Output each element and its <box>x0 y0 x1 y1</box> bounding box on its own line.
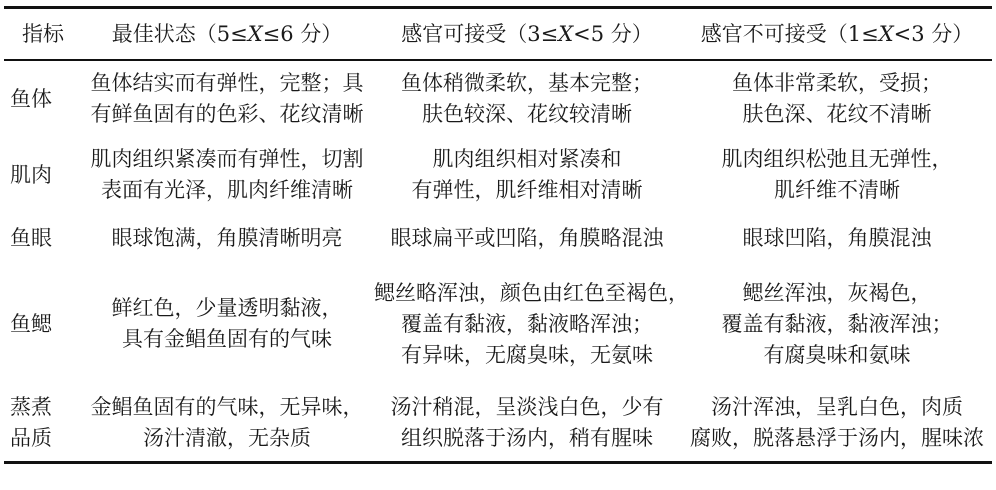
cell-fish-gill-acceptable <box>372 263 689 385</box>
cell-line: 汤汁清澈，无杂质 <box>143 426 311 450</box>
header-best-state <box>82 8 372 61</box>
row-label-fish-gill <box>4 263 82 385</box>
header-unacceptable <box>682 8 992 61</box>
cell-line: 肌肉组织松弛且无弹性， <box>721 147 953 171</box>
cell-line: 肌肉组织紧凑而有弹性，切割 <box>90 147 364 171</box>
header-acceptable-post: <5 分） <box>573 21 653 46</box>
cell-line: 鳃丝浑浊，灰褐色， <box>742 280 932 305</box>
row-label-muscle <box>4 137 82 213</box>
cell-line: 覆盖有黏液，黏液略浑浊； <box>401 311 653 336</box>
table-body <box>4 60 992 463</box>
cell-fish-eye-best-state <box>82 213 372 263</box>
cell-line: 眼球饱满，角膜清晰明亮 <box>111 225 343 250</box>
cell-fish-body-acceptable <box>372 60 682 137</box>
cell-line: 覆盖有黏液，黏液浑浊； <box>721 311 953 336</box>
header-row <box>4 8 992 61</box>
cell-line: 有鲜鱼固有的色彩、花纹清晰 <box>90 102 364 126</box>
header-best-state-pre: 最佳状态（5≤ <box>111 21 248 46</box>
header-unacceptable-pre: 感官不可接受（1≤ <box>700 21 879 46</box>
cell-line: 鱼体稍微柔软，基本完整； <box>401 71 653 95</box>
row-label-cooking-quality <box>4 385 82 463</box>
cell-fish-gill-unacceptable <box>682 263 992 385</box>
row-label-line: 鱼鳃 <box>10 311 52 336</box>
row-label-fish-body <box>4 60 82 137</box>
sensory-evaluation-table <box>4 6 992 464</box>
header-acceptable-var: X <box>558 21 574 46</box>
cell-line: 鲜红色，少量透明黏液， <box>111 296 343 320</box>
row-label-line: 肌肉 <box>10 162 52 187</box>
cell-line: 眼球扁平或凹陷，角膜略混浊 <box>390 225 664 250</box>
cell-line: 有异味，无腐臭味，无氨味 <box>401 342 653 367</box>
cell-line: 肌纤维不清晰 <box>774 178 900 202</box>
cell-line: 具有金鲳鱼固有的气味 <box>122 327 332 351</box>
cell-muscle-unacceptable <box>682 137 992 213</box>
table-row-fish-eye <box>4 213 992 263</box>
cell-line: 腐败，脱落悬浮于汤内，腥味浓 <box>690 426 984 450</box>
cell-line: 有腐臭味和氨味 <box>763 342 911 367</box>
table-row-muscle <box>4 137 992 213</box>
row-label-line: 鱼眼 <box>10 225 52 250</box>
cell-muscle-acceptable <box>372 137 682 213</box>
cell-line: 汤汁稍混，呈淡浅白色，少有 <box>390 395 664 419</box>
cell-line: 肤色较深、花纹较清晰 <box>422 102 632 126</box>
cell-line: 有弹性，肌纤维相对清晰 <box>411 178 643 202</box>
cell-line: 鱼体结实而有弹性，完整；具 <box>90 71 364 95</box>
cell-line: 肤色深、花纹不清晰 <box>742 102 932 126</box>
row-label-line: 蒸煮 <box>10 395 52 419</box>
cell-line: 鱼体非常柔软，受损； <box>732 71 942 95</box>
cell-line: 眼球凹陷，角膜混浊 <box>742 225 932 250</box>
cell-line: 鳃丝略浑浊，颜色由红色至褐色， <box>374 280 689 305</box>
header-unacceptable-var: X <box>878 21 894 46</box>
table-row-cooking-quality <box>4 385 992 463</box>
cell-line: 肌肉组织相对紧凑和 <box>432 147 622 171</box>
cell-cooking-quality-acceptable <box>372 385 682 463</box>
header-unacceptable-post: <3 分） <box>893 21 974 46</box>
cell-line: 表面有光泽，肌肉纤维清晰 <box>101 178 353 202</box>
cell-fish-body-unacceptable <box>682 60 992 137</box>
cell-line: 汤汁浑浊，呈乳白色，肉质 <box>711 395 963 419</box>
header-acceptable <box>372 8 682 61</box>
cell-muscle-best-state <box>82 137 372 213</box>
table-row-fish-body <box>4 60 992 137</box>
cell-fish-gill-best-state <box>82 263 372 385</box>
cell-line: 组织脱落于汤内，稍有腥味 <box>401 426 653 450</box>
header-indicator-text: 指标 <box>22 21 64 46</box>
header-best-state-post: ≤6 分） <box>262 21 343 46</box>
header-indicator <box>4 8 82 61</box>
row-label-line: 鱼体 <box>10 86 52 111</box>
cell-fish-eye-unacceptable <box>682 213 992 263</box>
row-label-line: 品质 <box>10 426 52 450</box>
cell-cooking-quality-unacceptable <box>682 385 992 463</box>
cell-line: 金鲳鱼固有的气味，无异味， <box>90 395 364 419</box>
table-row-fish-gill <box>4 263 992 385</box>
cell-fish-body-best-state <box>82 60 372 137</box>
cell-fish-eye-acceptable <box>372 213 682 263</box>
header-best-state-var: X <box>247 21 263 46</box>
row-label-fish-eye <box>4 213 82 263</box>
cell-cooking-quality-best-state <box>82 385 372 463</box>
header-acceptable-pre: 感官可接受（3≤ <box>401 21 559 46</box>
